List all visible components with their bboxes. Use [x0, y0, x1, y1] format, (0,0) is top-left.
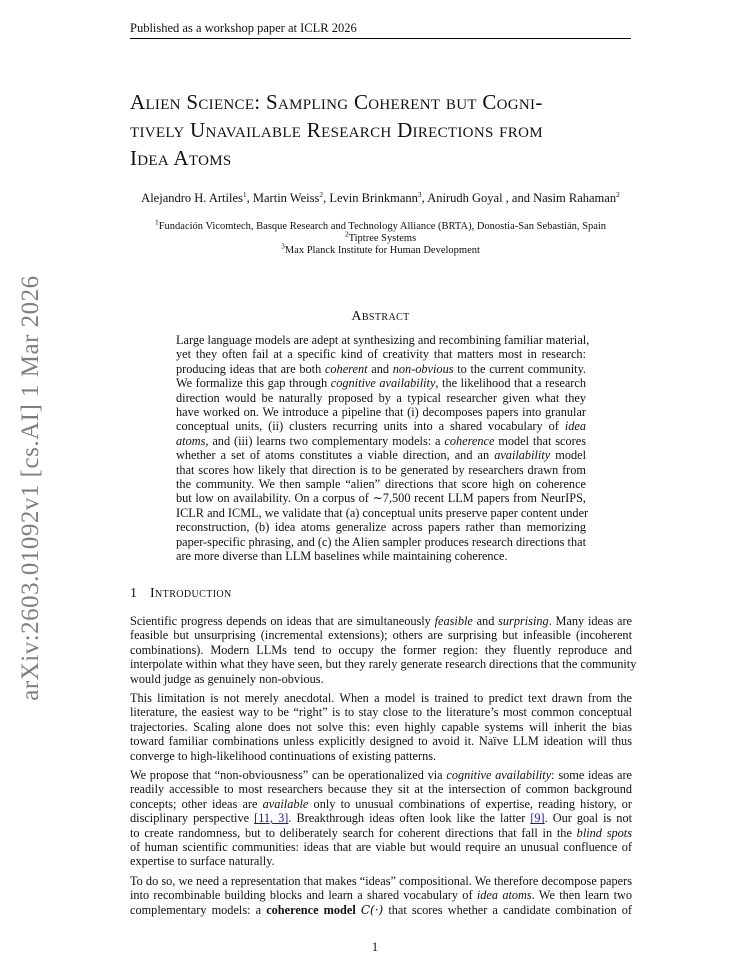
text-line: readily accessible to most researchers because they sit at the intersection of common background — [130, 782, 632, 797]
affil-mark: 1 — [242, 189, 247, 199]
title-line-3: Idea Atoms — [130, 146, 232, 170]
affiliation-text: Tiptree Systems — [348, 233, 417, 244]
paragraph-2 — [130, 691, 632, 763]
affil-mark: 3 — [417, 189, 422, 199]
text-run: . Our goal is not — [544, 811, 633, 826]
paragraph-1 — [130, 614, 637, 686]
section-title: Introduction — [150, 586, 232, 601]
affiliation-line — [130, 217, 631, 233]
author-name: Alejandro H. Artiles — [141, 191, 243, 205]
emphasis: cognitive availability — [330, 376, 436, 391]
abstract-line: reconstruction, (b) idea atoms generalize across papers rather than memorizing — [176, 520, 586, 535]
page-number: 1 — [371, 940, 379, 954]
emphasis: available — [262, 796, 309, 811]
text-line: interpolate within what they have seen, but they rarely generate research directions that the community — [130, 657, 637, 672]
emphasis: feasible — [434, 614, 473, 628]
abstract-line: Large language models are adept at synthesizing and recombining familiar material, — [176, 333, 590, 347]
citation-link[interactable]: [9] — [530, 811, 545, 826]
abstract-line: conceptual units, (ii) clusters recurring units into a shared vocabulary of idea — [176, 419, 586, 434]
text-line: converge to high-likelihood continuations of existing patterns. — [130, 748, 437, 763]
arxiv-identifier: arXiv:2603.01092v1 [cs.AI] 1 Mar 2026 — [17, 275, 44, 701]
affiliation-text: Max Planck Institute for Human Development — [284, 245, 480, 256]
emphasis: coherence — [444, 433, 495, 448]
text-line: combinations). Modern LLMs tend to occupy the former region: they fluently reproduce and — [130, 642, 632, 657]
text-run: and — [472, 614, 499, 628]
abstract-line: but low on availability. On a corpus of ∼7,500 recent LLM papers from NeurIPS, — [176, 491, 586, 506]
text-run: . We then learn two — [531, 888, 633, 903]
text-line — [130, 888, 632, 902]
affil-mark: 2 — [616, 189, 620, 199]
text-line — [130, 614, 632, 628]
paper-title — [130, 88, 640, 172]
text-line: toward familiar combinations unless explicitly designed to avoid it. Naïve LLM ideation will thus — [130, 734, 632, 749]
abstract-line: whether a set of atoms constitutes a viable direction, and an availability model — [176, 448, 586, 463]
abstract-line: that scores how likely that direction is to be generated by researchers drawn from — [176, 462, 586, 477]
affiliations — [130, 217, 631, 257]
affil-mark: 3 — [281, 241, 285, 251]
author-name: Nasim Rahaman — [533, 191, 617, 205]
running-header: Published as a workshop paper at ICLR 2026 — [130, 20, 631, 39]
abstract-line: producing ideas that are both coherent and non-obvious to the current community. — [176, 361, 587, 376]
text-line: This limitation is not merely anecdotal. When a model is trained to predict text drawn from the — [130, 691, 632, 705]
paragraph-3 — [130, 768, 632, 869]
text-line — [130, 768, 632, 782]
section-number: 1 — [130, 586, 138, 601]
title-line-1: Alien Science: Sampling Coherent but Cogni- — [130, 90, 543, 114]
text-line: literature, the easiest way to be “right” is to stay close to the literature’s most common conceptual — [130, 705, 632, 720]
text-line: expertise to surface naturally. — [130, 854, 275, 869]
text-run: that scores whether a candidate combination of — [383, 902, 633, 917]
affil-mark: 1 — [154, 217, 159, 227]
author-name: Martin Weiss — [252, 191, 320, 205]
text-line — [130, 826, 632, 840]
citation-link[interactable]: [11, 3] — [254, 811, 289, 826]
math-symbol: C(·) — [360, 902, 384, 917]
text-run: complementary models: a — [130, 902, 267, 917]
affiliation-text: Fundación Vicomtech, Basque Research and Technology Alliance (BRTA), Donostia-San Sebastián, Spain — [158, 221, 607, 232]
emphasis: availability — [494, 448, 551, 463]
emphasis: idea atoms — [476, 888, 532, 903]
author-list — [130, 191, 631, 206]
abstract-line: are more diverse than LLM baselines while maintaining coherence. — [176, 549, 508, 564]
text-line: To do so, we need a representation that makes “ideas” compositional. We therefore decompose papers — [130, 874, 632, 888]
text-run: into recombinable building blocks and learn a shared vocabulary of — [130, 888, 477, 903]
text-run: only to unusual combinations of expertise, reading history, or — [308, 796, 633, 811]
text-line: would judge as genuinely non-obvious. — [130, 671, 324, 686]
bold-term: coherence model — [266, 902, 356, 917]
text-line — [130, 797, 632, 811]
text-run: . Breakthrough ideas often look like the latter — [288, 811, 531, 826]
paragraph-4 — [130, 874, 632, 917]
text-run: concepts; other ideas are — [130, 796, 263, 811]
affil-mark: 2 — [344, 229, 349, 239]
text-run: Scientific progress depends on ideas that are simultaneously — [130, 614, 435, 628]
abstract-body — [176, 333, 590, 564]
abstract-line: ICLR and ICML, we validate that (a) conceptual units preserve paper content under — [176, 505, 589, 520]
arxiv-sidebar — [6, 268, 56, 708]
affil-mark: 2 — [319, 189, 324, 199]
abstract-line: yet they often fail at a specific kind of creativity that matters most in research: — [176, 347, 586, 362]
abstract-line: have worked on. We introduce a pipeline that (i) decomposes papers into granular — [176, 405, 586, 420]
section-heading — [130, 586, 232, 602]
abstract-heading: Abstract — [351, 309, 410, 324]
abstract-line: the community. We then sample “alien” directions that score high on coherence — [176, 477, 586, 492]
emphasis: surprising — [498, 614, 549, 628]
abstract-line: paper-specific phrasing, and (c) the Alien sampler produces research directions that — [176, 534, 586, 549]
emphasis: cognitive availability — [446, 768, 552, 782]
author-separator: , — [246, 191, 253, 205]
affiliation-line — [130, 229, 631, 245]
text-line: trajectories. Scaling alone does not solve this: even highly capable systems will inherit the bias — [130, 719, 632, 734]
text-run: : some ideas are — [551, 768, 633, 782]
text-run: to create randomness, but to deliberately search for coherent directions that fall in the — [130, 825, 577, 840]
abstract-line: atoms, and (iii) learns two complementary models: a coherence model that scores — [176, 433, 586, 448]
author-separator: , and — [502, 191, 534, 205]
emphasis: coherent — [324, 361, 368, 376]
text-line: of human scientific communities: ideas that are viable but would require an unusual confluence of — [130, 840, 632, 855]
title-line-2: tively Unavailable Research Directions from — [130, 118, 543, 142]
text-run: We propose that “non-obviousness” can be operationalized via — [130, 768, 447, 782]
text-line — [130, 811, 632, 825]
abstract-line: We formalize this gap through cognitive availability, the likelihood that a research — [176, 376, 587, 391]
author-separator: , — [323, 191, 330, 205]
affiliation-line — [130, 241, 631, 257]
emphasis: atoms — [176, 433, 206, 448]
text-line: feasible but unsurprising (incremental extensions); others are surprising but infeasible (incoherent — [130, 628, 632, 643]
abstract-line: direction would be naturally proposed by a typical researcher given what they — [176, 390, 586, 405]
author-separator: , — [421, 191, 428, 205]
author-name: Levin Brinkmann — [329, 191, 418, 205]
text-run: disciplinary perspective — [130, 811, 255, 826]
author-name: Anirudh Goyal — [427, 191, 503, 205]
emphasis: blind spots — [576, 825, 632, 840]
text-line — [130, 903, 632, 917]
emphasis: non-obvious — [392, 361, 454, 376]
emphasis: idea — [564, 419, 586, 434]
text-run: . Many ideas are — [548, 614, 632, 628]
